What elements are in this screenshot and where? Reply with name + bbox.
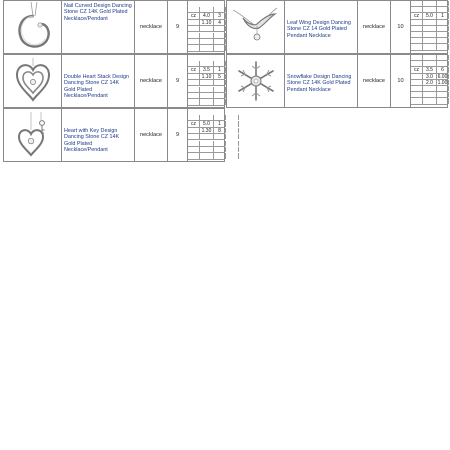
spec-size: 1.10 — [200, 74, 214, 79]
spec-count: 1 — [214, 67, 226, 72]
spec-count: 8 — [214, 128, 226, 133]
spec-size — [423, 1, 437, 6]
product-name: Nail Curved Design Dancing Stone CZ 14K Gold Plated Necklace/Pendant — [64, 3, 132, 22]
spec-label — [411, 80, 423, 85]
spec-count: 1.00 — [437, 79, 448, 86]
spec-count: 6.00 — [437, 73, 448, 80]
spec-size — [200, 61, 214, 66]
spec-row — [188, 115, 224, 121]
product-qty: 9 — [175, 132, 180, 138]
spec-size: 5.0 — [423, 13, 437, 18]
spec-row-empty — [188, 93, 224, 99]
product-image — [4, 55, 62, 107]
spec-count — [214, 7, 226, 12]
product-name: Double Heart Stack Design Dancing Stone CZ 14K Gold Plated Necklace/Pendant — [64, 74, 130, 100]
product-category-cell — [135, 1, 168, 53]
product-qty: 9 — [175, 24, 180, 30]
spec-count — [437, 1, 449, 6]
product-category: necklace — [139, 132, 163, 138]
product-image — [4, 1, 62, 53]
spec-size: 1.30 — [200, 128, 214, 133]
spec-label — [188, 20, 200, 25]
spec-row-empty — [188, 26, 224, 32]
spec-label — [188, 61, 200, 66]
spec-label: cz — [188, 67, 200, 72]
spec-size — [200, 115, 214, 120]
product-qty-cell — [168, 109, 188, 161]
product-qty-cell — [391, 55, 411, 107]
product-name-cell — [62, 55, 135, 107]
product-name-cell — [62, 1, 135, 53]
spec-row-empty — [188, 99, 224, 105]
spec-row-empty — [188, 153, 224, 159]
spec-row — [188, 67, 224, 73]
spec-label — [411, 55, 423, 60]
spec-extra — [226, 128, 239, 133]
product-category-cell — [358, 55, 391, 107]
spec-label — [411, 61, 423, 66]
spec-label: cz — [188, 13, 200, 18]
product-name-cell — [285, 55, 358, 107]
product-name: Heart with Key Design Dancing Stone CZ 14K Gold Plated Necklace/Pendant — [64, 128, 120, 154]
spec-size: 2.0 — [423, 80, 437, 85]
spec-label — [411, 1, 423, 6]
nail-curved-pendant-icon — [11, 2, 55, 52]
spec-label: cz — [188, 121, 200, 126]
spec-size: 4.0 — [200, 13, 214, 18]
spec-count: 1 — [214, 121, 226, 126]
product-category: necklace — [139, 24, 163, 30]
spec-label — [411, 7, 423, 12]
product-row — [226, 54, 448, 108]
spec-label: cz — [411, 67, 423, 72]
spec-row — [188, 20, 224, 26]
spec-row-empty — [188, 147, 224, 153]
product-row — [3, 54, 225, 108]
product-name: Snowflake Design Dancing Stone CZ 14K Gold Plated Pendant Necklace — [287, 74, 352, 93]
product-row — [226, 0, 448, 54]
spec-row-empty — [188, 87, 224, 93]
product-image — [227, 1, 285, 53]
product-name-cell — [62, 109, 135, 161]
spec-count: 3 — [214, 13, 226, 18]
spec-row-empty — [188, 134, 224, 140]
spec-row — [188, 121, 224, 127]
leaf-wing-pendant-icon — [231, 2, 281, 52]
product-name: Leaf Wing Design Dancing Stone CZ 14 Gold Plated Pendant Necklace — [287, 20, 351, 39]
spec-count — [437, 61, 449, 66]
spec-size — [423, 61, 437, 66]
product-specs — [411, 55, 447, 107]
spec-count — [437, 55, 449, 60]
product-qty: 10 — [397, 78, 404, 84]
product-qty: 10 — [397, 24, 404, 30]
spec-row — [188, 61, 224, 67]
heart-key-pendant-icon — [11, 110, 55, 160]
product-qty-cell — [168, 1, 188, 53]
spec-extra — [226, 115, 239, 120]
product-category-cell — [358, 1, 391, 53]
spec-row-empty — [411, 98, 447, 104]
product-specs — [188, 1, 224, 53]
product-row — [3, 0, 225, 54]
spec-size: 3.5 — [200, 67, 214, 72]
spec-size — [423, 7, 437, 12]
spec-count — [214, 115, 226, 120]
spec-size — [423, 55, 437, 60]
spec-count: 5 — [214, 74, 226, 79]
product-category-cell — [135, 55, 168, 107]
spec-label — [188, 7, 200, 12]
spec-count: 4 — [214, 20, 226, 25]
spec-row-empty — [188, 33, 224, 39]
spec-extra — [226, 121, 239, 126]
spec-count — [437, 7, 449, 12]
spec-label — [188, 128, 200, 133]
product-qty-cell — [391, 1, 411, 53]
spec-size: 3.5 — [423, 67, 437, 72]
spec-label — [188, 115, 200, 120]
product-specs — [188, 55, 224, 107]
double-heart-pendant-icon — [11, 56, 55, 106]
spec-count: 6 — [437, 67, 449, 72]
spec-label: cz — [411, 13, 423, 18]
spec-row-empty — [188, 39, 224, 45]
spec-size — [200, 7, 214, 12]
product-name-cell — [285, 1, 358, 53]
spec-row — [188, 13, 224, 19]
product-category-cell — [135, 109, 168, 161]
spec-row-empty — [188, 141, 224, 147]
spec-size: 1.10 — [200, 20, 214, 25]
spec-row-empty — [411, 44, 447, 50]
product-image — [4, 109, 62, 161]
spec-row — [188, 7, 224, 13]
spec-count: 1 — [437, 13, 449, 18]
spec-row-empty — [188, 80, 224, 86]
spec-count — [214, 61, 226, 66]
product-category: necklace — [362, 24, 386, 30]
product-specs — [411, 1, 447, 53]
spec-label — [188, 74, 200, 79]
spec-size: 5.0 — [200, 121, 214, 126]
spec-size: 3.0 — [423, 74, 437, 79]
product-category: necklace — [362, 78, 386, 84]
product-image — [227, 55, 285, 107]
product-specs — [188, 109, 224, 161]
product-qty-cell — [168, 55, 188, 107]
snowflake-pendant-icon — [231, 56, 281, 106]
spec-row — [188, 128, 224, 134]
product-row — [3, 108, 225, 162]
spec-row — [188, 74, 224, 80]
product-qty: 9 — [175, 78, 180, 84]
product-category: necklace — [139, 78, 163, 84]
spec-label — [411, 74, 423, 79]
spec-row-empty — [188, 45, 224, 51]
